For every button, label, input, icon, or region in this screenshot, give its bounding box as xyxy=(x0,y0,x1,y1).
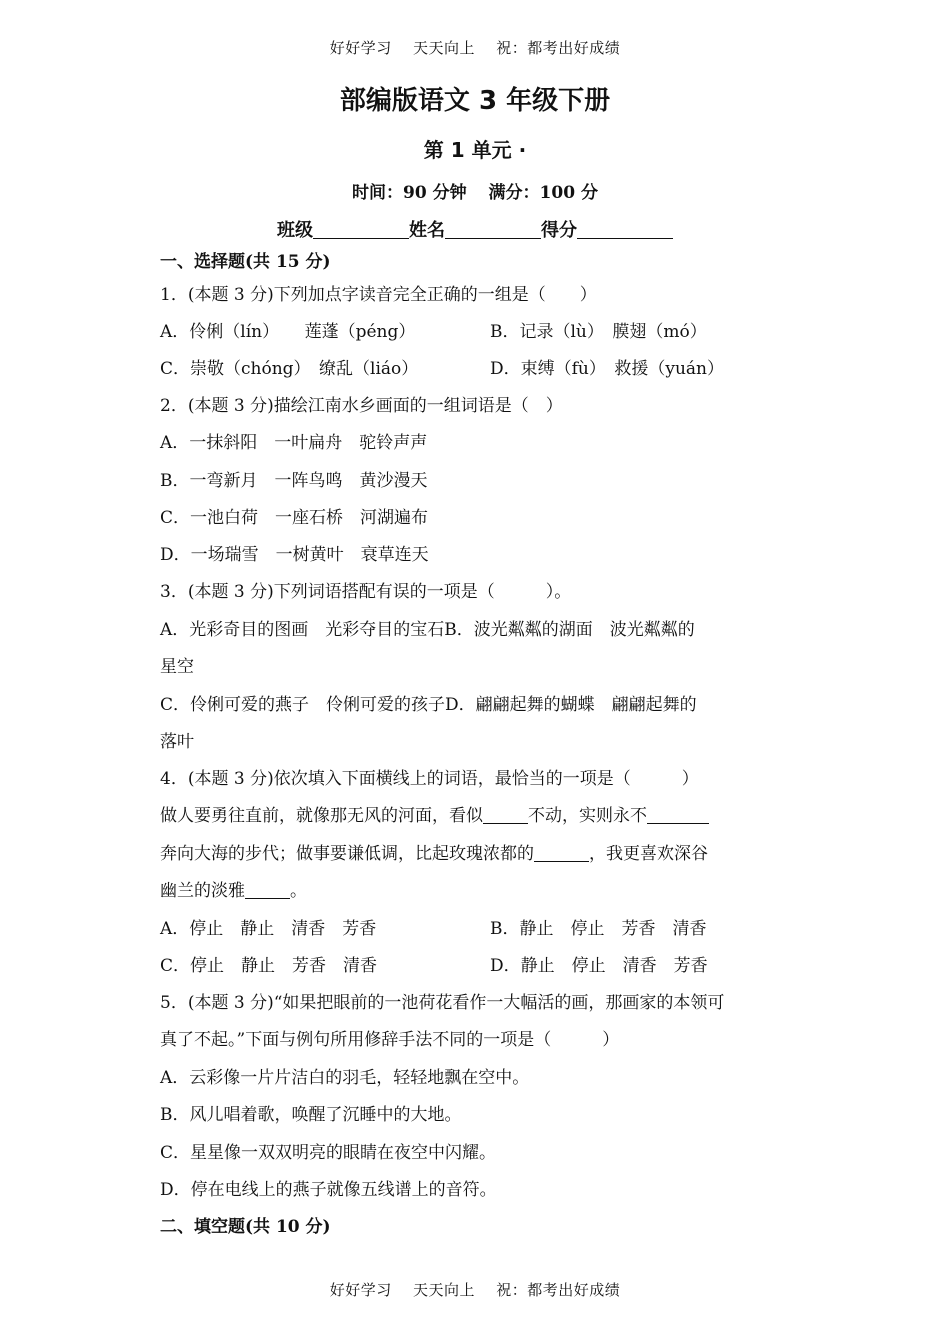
passage-text: 幽兰的淡雅 xyxy=(160,881,245,901)
question-4-passage-line-3 xyxy=(160,876,785,901)
footer-motto-3: 祝：都考出好成绩 xyxy=(496,1281,621,1299)
footer-motto-1: 好好学习 xyxy=(329,1281,392,1299)
exam-info xyxy=(0,178,950,203)
question-4-option-b[interactable]: B．静止 停止 芳香 清香 xyxy=(490,919,707,939)
fill-blank-4[interactable] xyxy=(245,881,290,899)
time-label: 时间：90 分钟 xyxy=(352,183,467,203)
question-2-option-b[interactable]: B．一弯新月 一阵鸟鸣 黄沙漫天 xyxy=(160,471,428,491)
grade-blank[interactable] xyxy=(577,220,673,239)
question-2-option-c[interactable]: C．一池白荷 一座石桥 河湖遍布 xyxy=(160,508,429,528)
score-label: 满分：100 分 xyxy=(488,183,598,203)
name-label: 姓名 xyxy=(409,220,445,241)
question-3-options-ab[interactable]: A．光彩奇目的图画 光彩夺目的宝石B．波光粼粼的湖面 波光粼粼的 xyxy=(160,620,695,640)
question-3-options-cd[interactable]: C．伶俐可爱的燕子 伶俐可爱的孩子D．翩翩起舞的蝴蝶 翩翩起舞的 xyxy=(160,695,697,715)
question-3-options-ab-wrap: 星空 xyxy=(160,657,194,677)
question-4-passage-line-2 xyxy=(160,839,785,864)
class-blank[interactable] xyxy=(313,220,409,239)
passage-text: 。 xyxy=(290,881,307,901)
header-motto-3: 祝：都考出好成绩 xyxy=(496,39,621,57)
question-4-options-cd xyxy=(160,951,785,976)
question-5-option-d[interactable]: D．停在电线上的燕子就像五线谱上的音符。 xyxy=(160,1180,497,1200)
question-5-option-c[interactable]: C．星星像一双双明亮的眼睛在夜空中闪耀。 xyxy=(160,1143,497,1163)
question-4-options-ab xyxy=(160,914,785,939)
question-4-option-c[interactable]: C．停止 静止 芳香 清香 xyxy=(160,956,378,976)
grade-label: 得分 xyxy=(541,220,577,241)
passage-text: 做人要勇往直前，就像那无风的河面，看似 xyxy=(160,806,483,826)
question-1-option-b[interactable]: B．记录（lù） 膜翅（mó） xyxy=(490,322,707,342)
question-3-options-cd-wrap: 落叶 xyxy=(160,732,194,752)
name-blank[interactable] xyxy=(445,220,541,239)
question-5-stem-wrap: 真了不起。”下面与例句所用修辞手法不同的一项是（ ） xyxy=(160,1030,620,1050)
question-1-options-ab xyxy=(160,317,785,342)
page-header xyxy=(0,37,950,58)
question-2-option-d[interactable]: D．一场瑞雪 一树黄叶 衰草连天 xyxy=(160,545,429,565)
section-heading-fill: 二、填空题(共 10 分) xyxy=(160,1217,331,1237)
passage-text: 不动，实则永不 xyxy=(528,806,647,826)
page-footer xyxy=(0,1279,950,1300)
question-2-stem: 2．(本题 3 分)描绘江南水乡画面的一组词语是（ ） xyxy=(160,396,563,416)
question-4-option-d[interactable]: D．静止 停止 清香 芳香 xyxy=(490,956,708,976)
document-title: 部编版语文 3 年级下册 xyxy=(339,86,611,116)
question-1-stem: 1．(本题 3 分)下列加点字读音完全正确的一组是（ ） xyxy=(160,285,597,305)
question-1-option-d[interactable]: D．束缚（fù） 救援（yuán） xyxy=(490,359,725,379)
footer-motto-2: 天天向上 xyxy=(412,1281,475,1299)
fill-blank-2[interactable] xyxy=(647,806,709,824)
passage-text: 奔向大海的步代；做事要谦低调，比起玫瑰浓都的 xyxy=(160,844,534,864)
question-1-option-c[interactable]: C．崇敬（chóng） 缭乱（liáo） xyxy=(160,359,419,379)
question-4-stem: 4．(本题 3 分)依次填入下面横线上的词语，最恰当的一项是（ ） xyxy=(160,769,699,789)
question-5-option-a[interactable]: A．云彩像一片片洁白的羽毛，轻轻地飘在空中。 xyxy=(160,1068,530,1088)
class-label: 班级 xyxy=(277,220,313,241)
question-1-options-cd xyxy=(160,354,785,379)
section-heading-choice: 一、选择题(共 15 分) xyxy=(160,252,331,272)
question-5-stem: 5．(本题 3 分)“如果把眼前的一池荷花看作一大幅活的画，那画家的本领可 xyxy=(160,993,725,1013)
question-1-option-a[interactable]: A．伶俐（lín） 莲蓬（péng） xyxy=(160,322,416,342)
question-4-option-a[interactable]: A．停止 静止 清香 芳香 xyxy=(160,919,377,939)
question-2-option-a[interactable]: A．一抹斜阳 一叶扁舟 驼铃声声 xyxy=(160,433,428,453)
question-5-option-b[interactable]: B．风儿唱着歌，唤醒了沉睡中的大地。 xyxy=(160,1105,462,1125)
student-info-line xyxy=(0,216,950,242)
header-motto-1: 好好学习 xyxy=(329,39,392,57)
unit-subtitle: 第 1 单元 · xyxy=(423,138,527,162)
fill-blank-3[interactable] xyxy=(534,844,589,862)
question-3-stem: 3．(本题 3 分)下列词语搭配有误的一项是（ ）。 xyxy=(160,582,572,602)
passage-text: ，我更喜欢深谷 xyxy=(589,844,708,864)
header-motto-2: 天天向上 xyxy=(412,39,475,57)
question-4-passage-line-1 xyxy=(160,801,785,826)
fill-blank-1[interactable] xyxy=(483,806,528,824)
